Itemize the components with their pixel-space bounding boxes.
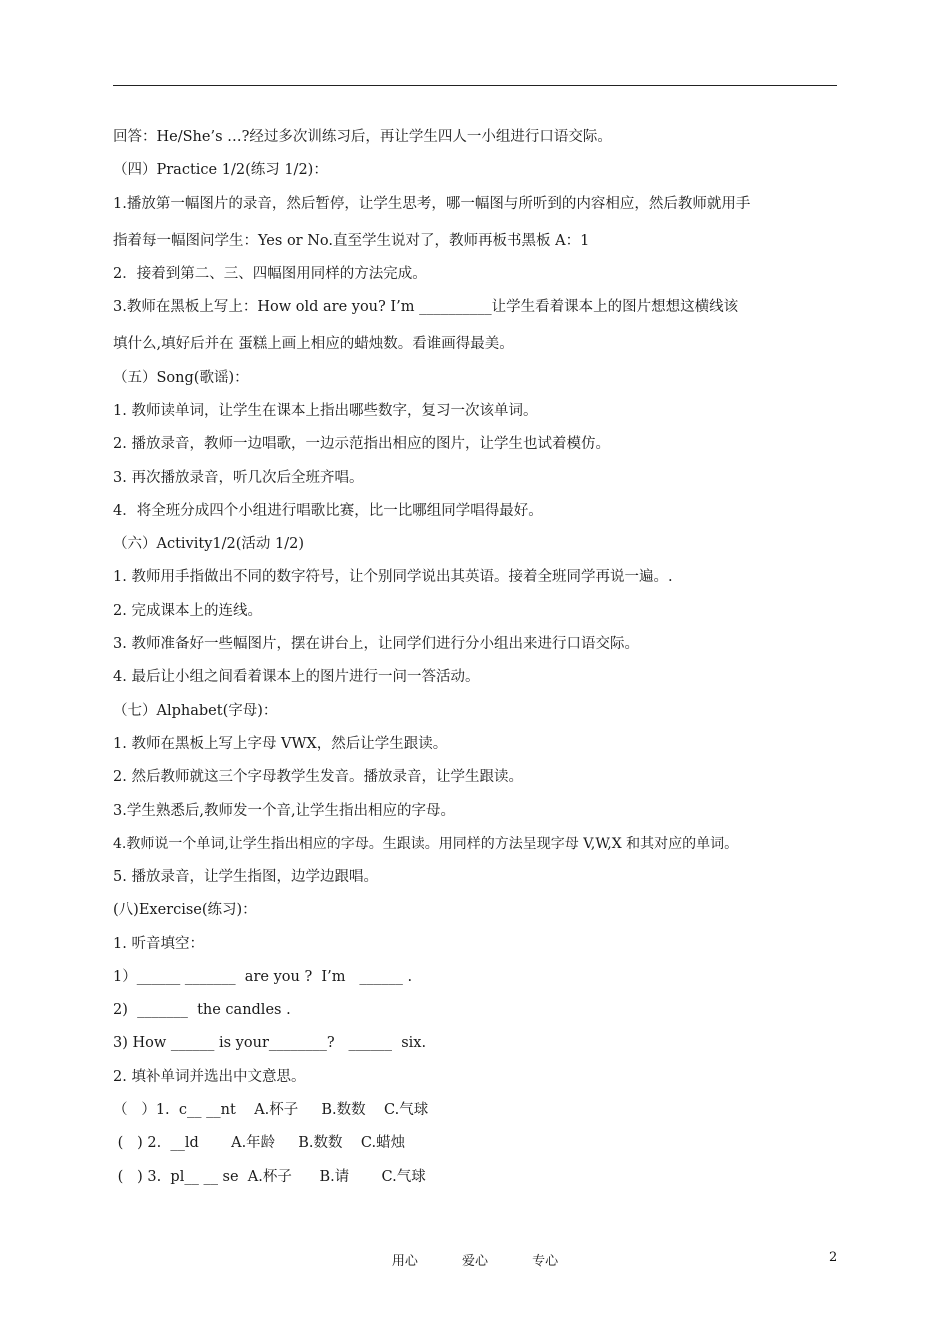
footer-item: 用心 — [391, 1254, 418, 1269]
section-heading: (八)Exercise(练习)： — [113, 902, 257, 918]
page-footer — [0, 1250, 950, 1269]
text-line: 1. 教师在黑板上写上字母 VWX，然后让学生跟读。 — [113, 736, 448, 752]
footer-item: 专心 — [532, 1254, 559, 1269]
section-heading: （四）Practice 1/2(练习 1/2)： — [113, 162, 328, 178]
section-heading: （七）Alphabet(字母)： — [113, 703, 278, 719]
text-line: 4.教师说一个单词,让学生指出相应的字母。生跟读。用同样的方法呈现字母 V,W,X 和其对应的单词。 — [113, 836, 739, 852]
text-line: 4．将全班分成四个小组进行唱歌比赛，比一比哪组同学唱得最好。 — [113, 503, 543, 519]
exercise-line: （ ）1. c__ __nt A.杯子 B.数数 C.气球 — [113, 1102, 429, 1118]
text-line: 回答：He/She’s …?经过多次训练习后，再让学生四人一小组进行口语交际。 — [113, 129, 612, 145]
text-line: 2. 然后教师就这三个字母教学生发音。播放录音，让学生跟读。 — [113, 769, 523, 785]
section-heading: （五）Song(歌谣)： — [113, 370, 249, 386]
text-line: 2. 完成课本上的连线。 — [113, 603, 262, 619]
text-line: 3. 再次播放录音，听几次后全班齐唱。 — [113, 470, 364, 486]
text-line: 5. 播放录音，让学生指图，边学边跟唱。 — [113, 869, 378, 885]
page-number: 2 — [829, 1250, 838, 1265]
exercise-line: ( ) 2. __ld A.年龄 B.数数 C.蜡烛 — [113, 1135, 406, 1151]
section-heading: （六）Activity1/2(活动 1/2) — [113, 536, 304, 552]
text-line: 指着每一幅图问学生：Yes or No.直至学生说对了，教师再板书黑板 A：1 — [113, 233, 590, 249]
text-line: 1.播放第一幅图片的录音，然后暂停，让学生思考，哪一幅图与所听到的内容相应，然后教师就用手 — [113, 196, 751, 212]
text-line: 2．接着到第二、三、四幅图用同样的方法完成。 — [113, 266, 427, 282]
text-line: 1. 教师读单词，让学生在课本上指出哪些数字，复习一次该单词。 — [113, 403, 538, 419]
text-line: 3.教师在黑板上写上：How old are you? I’m __________让学生看着课本上的图片想想这横线该 — [113, 299, 739, 315]
text-line: 4. 最后让小组之间看着课本上的图片进行一问一答活动。 — [113, 669, 480, 685]
text-line: 3. 教师准备好一些幅图片，摆在讲台上，让同学们进行分小组出来进行口语交际。 — [113, 636, 639, 652]
text-line: 3.学生熟悉后,教师发一个音,让学生指出相应的字母。 — [113, 803, 456, 819]
exercise-line: 3) How ______ is your________? ______ six. — [113, 1035, 427, 1051]
text-line: 2. 播放录音，教师一边唱歌，一边示范指出相应的图片，让学生也试着模仿。 — [113, 436, 610, 452]
text-line: 2. 填补单词并选出中文意思。 — [113, 1069, 306, 1085]
exercise-line: ( ) 3. pl__ __ se A.杯子 B.请 C.气球 — [113, 1169, 426, 1185]
exercise-line: 2) _______ the candles . — [113, 1002, 291, 1018]
text-line: 填什么,填好后并在 蛋糕上画上相应的蜡烛数。看谁画得最美。 — [113, 336, 514, 352]
text-line: 1. 教师用手指做出不同的数字符号，让个别同学说出其英语。接着全班同学再说一遍。. — [113, 569, 673, 585]
text-line: 1. 听音填空： — [113, 936, 204, 952]
exercise-line: 1）______ _______ are you ? I’m ______ . — [113, 969, 413, 985]
footer-item: 爱心 — [461, 1254, 488, 1269]
header-rule — [113, 85, 837, 86]
